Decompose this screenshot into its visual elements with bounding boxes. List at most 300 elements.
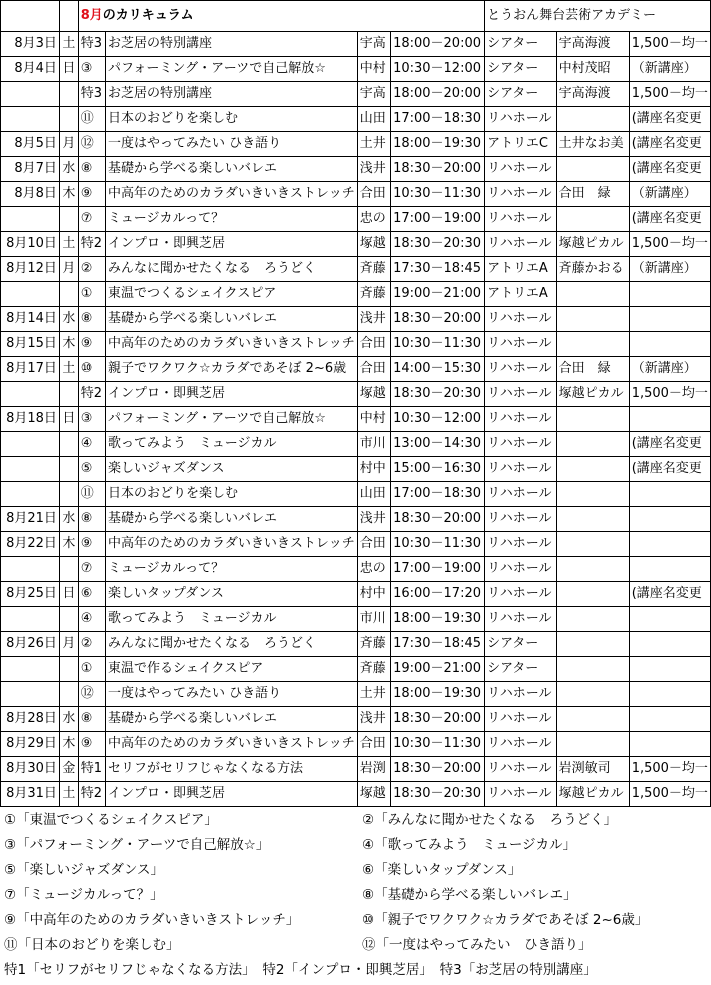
venue-cell: リハホール (485, 782, 557, 807)
venue-cell: リハホール (485, 182, 557, 207)
teacher-cell: 忠の (357, 557, 390, 582)
note-cell (629, 607, 710, 632)
page-title (78, 1, 390, 32)
teacher-cell: 斉藤 (357, 282, 390, 307)
course-number-cell: ⑫ (78, 132, 105, 157)
course-number-cell: ③ (78, 57, 105, 82)
date-cell: 8月17日 (1, 357, 60, 382)
time-cell: 17:00－19:00 (391, 207, 485, 232)
date-cell: 8月28日 (1, 707, 60, 732)
note-cell: 1,500－均一 (629, 782, 710, 807)
weekday-cell: 水 (59, 707, 78, 732)
note-cell (629, 282, 710, 307)
schedule-row (1, 732, 711, 757)
teacher-cell: 村中 (357, 457, 390, 482)
course-name-cell: ミュージカルって？ (106, 557, 358, 582)
note-cell (629, 557, 710, 582)
weekday-cell: 月 (59, 632, 78, 657)
note-cell: 1,500－均一 (629, 232, 710, 257)
legend-item: ⑦「ミュージカルって？」 (4, 887, 164, 903)
venue-cell: アトリエC (485, 132, 557, 157)
note-cell (629, 507, 710, 532)
schedule-row (1, 707, 711, 732)
venue-cell: リハホール (485, 107, 557, 132)
weekday-cell: 木 (59, 732, 78, 757)
course-name-cell: 歌ってみよう ミュージカル (106, 607, 358, 632)
time-cell: 18:30－20:00 (391, 507, 485, 532)
instructor-cell (556, 732, 629, 757)
schedule-row (1, 132, 711, 157)
course-name-cell: 基礎から学べる楽しいバレエ (106, 507, 358, 532)
teacher-cell: 中村 (357, 57, 390, 82)
teacher-cell: 塚越 (357, 232, 390, 257)
note-cell: 1,500－均一 (629, 32, 710, 57)
teacher-cell: 塚越 (357, 782, 390, 807)
date-cell (1, 557, 60, 582)
schedule-row (1, 432, 711, 457)
schedule-row (1, 82, 711, 107)
time-cell: 14:00－15:30 (391, 357, 485, 382)
date-cell: 8月31日 (1, 782, 60, 807)
instructor-cell: 宇高海渡 (556, 82, 629, 107)
instructor-cell (556, 332, 629, 357)
weekday-cell (59, 207, 78, 232)
schedule-row (1, 57, 711, 82)
time-cell: 18:30－20:30 (391, 232, 485, 257)
venue-cell: シアター (485, 32, 557, 57)
instructor-cell (556, 157, 629, 182)
course-name-cell: 東温で作るシェイクスピア (106, 657, 358, 682)
note-cell: (講座名変更 (629, 157, 710, 182)
weekday-cell: 水 (59, 507, 78, 532)
course-name-cell: パフォーミング・アーツで自己解放☆ (106, 407, 358, 432)
teacher-cell: 合田 (357, 532, 390, 557)
venue-cell: リハホール (485, 382, 557, 407)
time-cell: 18:30－20:30 (391, 782, 485, 807)
time-cell: 10:30－11:30 (391, 732, 485, 757)
course-number-cell: ② (78, 257, 105, 282)
note-cell: (講座名変更 (629, 207, 710, 232)
course-number-cell: ⑪ (78, 482, 105, 507)
course-name-cell: 中高年のためのカラダいきいきストレッチ (106, 532, 358, 557)
weekday-cell: 土 (59, 32, 78, 57)
time-cell: 18:30－20:30 (391, 382, 485, 407)
date-cell (1, 207, 60, 232)
date-cell (1, 607, 60, 632)
instructor-cell: 塚越ピカル (556, 232, 629, 257)
course-name-cell: 中高年のためのカラダいきいきストレッチ (106, 332, 358, 357)
course-name-cell: 親子でワクワク☆カラダであそぼ 2~6歳 (106, 357, 358, 382)
time-cell: 10:30－12:00 (391, 407, 485, 432)
course-name-cell: 楽しいタップダンス (106, 582, 358, 607)
schedule-row (1, 632, 711, 657)
instructor-cell (556, 307, 629, 332)
date-cell (1, 682, 60, 707)
note-cell (629, 707, 710, 732)
course-name-cell: 歌ってみよう ミュージカル (106, 432, 358, 457)
instructor-cell (556, 657, 629, 682)
date-cell (1, 82, 60, 107)
note-cell (629, 307, 710, 332)
note-cell: (講座名変更 (629, 107, 710, 132)
note-cell (629, 532, 710, 557)
course-number-cell: ① (78, 657, 105, 682)
note-cell (629, 332, 710, 357)
venue-cell: リハホール (485, 232, 557, 257)
teacher-cell: 浅井 (357, 307, 390, 332)
venue-cell: リハホール (485, 207, 557, 232)
schedule-row (1, 107, 711, 132)
schedule-row (1, 382, 711, 407)
weekday-cell: 木 (59, 532, 78, 557)
date-cell: 8月10日 (1, 232, 60, 257)
venue-cell: シアター (485, 657, 557, 682)
venue-cell: リハホール (485, 357, 557, 382)
teacher-cell: 浅井 (357, 507, 390, 532)
weekday-cell (59, 282, 78, 307)
schedule-row (1, 507, 711, 532)
date-cell: 8月25日 (1, 582, 60, 607)
course-number-cell: 特3 (78, 82, 105, 107)
course-legend (0, 808, 711, 983)
note-cell: 1,500－均一 (629, 82, 710, 107)
instructor-cell (556, 207, 629, 232)
legend-item: ⑨「中高年のためのカラダいきいきストレッチ」 (4, 912, 300, 928)
course-number-cell: ⑦ (78, 557, 105, 582)
course-number-cell: ⑧ (78, 507, 105, 532)
instructor-cell: 合田 緑 (556, 357, 629, 382)
teacher-cell: 塚越 (357, 382, 390, 407)
course-name-cell: パフォーミング・アーツで自己解放☆ (106, 57, 358, 82)
date-cell: 8月3日 (1, 32, 60, 57)
organization-name: とうおん舞台芸術アカデミー (485, 1, 711, 32)
course-number-cell: ⑨ (78, 332, 105, 357)
course-number-cell: ① (78, 282, 105, 307)
instructor-cell: 塚越ピカル (556, 782, 629, 807)
legend-item: ⑫「一度はやってみたい ひき語り」 (362, 937, 592, 953)
venue-cell: シアター (485, 57, 557, 82)
weekday-cell: 土 (59, 232, 78, 257)
note-cell: (講座名変更 (629, 432, 710, 457)
teacher-cell: 宇高 (357, 32, 390, 57)
weekday-cell: 金 (59, 757, 78, 782)
teacher-cell: 合田 (357, 732, 390, 757)
time-cell: 17:00－18:30 (391, 482, 485, 507)
schedule-row (1, 407, 711, 432)
note-cell: 1,500－均一 (629, 382, 710, 407)
schedule-row (1, 607, 711, 632)
schedule-row (1, 357, 711, 382)
weekday-cell: 土 (59, 782, 78, 807)
teacher-cell: 岩渕 (357, 757, 390, 782)
teacher-cell: 土井 (357, 682, 390, 707)
weekday-cell (59, 657, 78, 682)
legend-item: ②「みんなに聞かせたくなる ろうどく」 (362, 812, 618, 828)
date-cell (1, 107, 60, 132)
time-cell: 17:00－19:00 (391, 557, 485, 582)
teacher-cell: 斉藤 (357, 632, 390, 657)
weekday-cell (59, 682, 78, 707)
teacher-cell: 合田 (357, 182, 390, 207)
venue-cell: リハホール (485, 407, 557, 432)
legend-item: ⑧「基礎から学べる楽しいバレエ」 (362, 887, 577, 903)
schedule-row (1, 657, 711, 682)
note-cell: (講座名変更 (629, 132, 710, 157)
venue-cell: リハホール (485, 482, 557, 507)
instructor-cell (556, 532, 629, 557)
legend-item: ③「パフォーミング・アーツで自己解放☆」 (4, 837, 270, 853)
date-cell: 8月4日 (1, 57, 60, 82)
venue-cell: リハホール (485, 432, 557, 457)
title-row (1, 1, 711, 32)
schedule-row (1, 482, 711, 507)
teacher-cell: 忠の (357, 207, 390, 232)
date-cell: 8月21日 (1, 507, 60, 532)
schedule-row (1, 532, 711, 557)
time-cell: 18:00－19:30 (391, 132, 485, 157)
schedule-row (1, 282, 711, 307)
legend-item: ④「歌ってみよう ミュージカル」 (362, 837, 577, 853)
weekday-cell (59, 557, 78, 582)
teacher-cell: 浅井 (357, 707, 390, 732)
venue-cell: アトリエA (485, 282, 557, 307)
schedule-row (1, 757, 711, 782)
instructor-cell (556, 632, 629, 657)
schedule-row (1, 682, 711, 707)
course-name-cell: セリフがセリフじゃなくなる方法 (106, 757, 358, 782)
course-name-cell: 日本のおどりを楽しむ (106, 482, 358, 507)
venue-cell: リハホール (485, 157, 557, 182)
venue-cell: シアター (485, 632, 557, 657)
instructor-cell: 岩渕敏司 (556, 757, 629, 782)
instructor-cell: 斉藤かおる (556, 257, 629, 282)
time-cell: 18:00－20:00 (391, 32, 485, 57)
course-name-cell: ミュージカルって？ (106, 207, 358, 232)
legend-item: ⑩「親子でワクワク☆カラダであそぼ 2~6歳」 (362, 912, 649, 928)
schedule-row (1, 782, 711, 807)
venue-cell: リハホール (485, 757, 557, 782)
date-cell: 8月7日 (1, 157, 60, 182)
course-name-cell: インプロ・即興芝居 (106, 382, 358, 407)
schedule-row (1, 307, 711, 332)
schedule-row (1, 332, 711, 357)
date-cell (1, 382, 60, 407)
note-cell: （新講座） (629, 357, 710, 382)
course-number-cell: ⑨ (78, 182, 105, 207)
instructor-cell (556, 682, 629, 707)
weekday-cell: 水 (59, 307, 78, 332)
weekday-cell: 日 (59, 407, 78, 432)
course-name-cell: お芝居の特別講座 (106, 32, 358, 57)
teacher-cell: 土井 (357, 132, 390, 157)
date-cell: 8月26日 (1, 632, 60, 657)
blank-cell (391, 1, 485, 32)
teacher-cell: 斉藤 (357, 257, 390, 282)
date-cell: 8月15日 (1, 332, 60, 357)
weekday-cell (59, 432, 78, 457)
weekday-cell: 月 (59, 132, 78, 157)
venue-cell: リハホール (485, 457, 557, 482)
venue-cell: リハホール (485, 707, 557, 732)
note-cell (629, 732, 710, 757)
instructor-cell (556, 407, 629, 432)
course-number-cell: ⑥ (78, 582, 105, 607)
time-cell: 16:00－17:20 (391, 582, 485, 607)
weekday-cell: 土 (59, 357, 78, 382)
date-cell: 8月5日 (1, 132, 60, 157)
course-number-cell: ⑨ (78, 532, 105, 557)
course-name-cell: お芝居の特別講座 (106, 82, 358, 107)
weekday-cell: 日 (59, 57, 78, 82)
venue-cell: シアター (485, 82, 557, 107)
course-number-cell: ⑩ (78, 357, 105, 382)
legend-item: ①「東温でつくるシェイクスピア」 (4, 812, 218, 828)
schedule-row (1, 457, 711, 482)
course-number-cell: ⑧ (78, 307, 105, 332)
special-legend: 特1「セリフがセリフじゃなくなる方法」 特2「インプロ・即興芝居」 特3「お芝居の特別講座」 (4, 962, 597, 978)
venue-cell: リハホール (485, 507, 557, 532)
teacher-cell: 山田 (357, 107, 390, 132)
teacher-cell: 市川 (357, 607, 390, 632)
course-number-cell: ⑫ (78, 682, 105, 707)
course-name-cell: インプロ・即興芝居 (106, 232, 358, 257)
instructor-cell: 塚越ピカル (556, 382, 629, 407)
note-cell: (講座名変更 (629, 582, 710, 607)
teacher-cell: 中村 (357, 407, 390, 432)
date-cell (1, 432, 60, 457)
teacher-cell: 市川 (357, 432, 390, 457)
instructor-cell (556, 107, 629, 132)
instructor-cell (556, 582, 629, 607)
time-cell: 18:00－19:30 (391, 607, 485, 632)
course-name-cell: 基礎から学べる楽しいバレエ (106, 157, 358, 182)
title-text: のカリキュラム (102, 8, 194, 23)
course-number-cell: ⑪ (78, 107, 105, 132)
time-cell: 10:30－11:30 (391, 182, 485, 207)
date-cell (1, 282, 60, 307)
venue-cell: リハホール (485, 532, 557, 557)
note-cell: (講座名変更 (629, 457, 710, 482)
teacher-cell: 山田 (357, 482, 390, 507)
instructor-cell (556, 507, 629, 532)
date-cell: 8月30日 (1, 757, 60, 782)
instructor-cell: 中村茂昭 (556, 57, 629, 82)
instructor-cell (556, 607, 629, 632)
date-cell (1, 657, 60, 682)
venue-cell: リハホール (485, 332, 557, 357)
course-number-cell: ⑤ (78, 457, 105, 482)
instructor-cell (556, 282, 629, 307)
schedule-row (1, 207, 711, 232)
time-cell: 17:30－18:45 (391, 257, 485, 282)
venue-cell: リハホール (485, 732, 557, 757)
course-name-cell: 中高年のためのカラダいきいきストレッチ (106, 732, 358, 757)
note-cell (629, 632, 710, 657)
instructor-cell (556, 432, 629, 457)
title-month: 8月 (80, 8, 103, 23)
time-cell: 10:30－11:30 (391, 332, 485, 357)
course-name-cell: 東温でつくるシェイクスピア (106, 282, 358, 307)
time-cell: 18:30－20:00 (391, 707, 485, 732)
time-cell: 10:30－11:30 (391, 532, 485, 557)
instructor-cell (556, 482, 629, 507)
venue-cell: アトリエA (485, 257, 557, 282)
instructor-cell: 合田 緑 (556, 182, 629, 207)
time-cell: 18:00－19:30 (391, 682, 485, 707)
weekday-cell (59, 607, 78, 632)
course-number-cell: 特2 (78, 382, 105, 407)
date-cell (1, 457, 60, 482)
course-name-cell: 基礎から学べる楽しいバレエ (106, 307, 358, 332)
time-cell: 19:00－21:00 (391, 282, 485, 307)
time-cell: 13:00－14:30 (391, 432, 485, 457)
venue-cell: リハホール (485, 607, 557, 632)
venue-cell: リハホール (485, 582, 557, 607)
course-number-cell: ③ (78, 407, 105, 432)
course-name-cell: インプロ・即興芝居 (106, 782, 358, 807)
date-cell: 8月29日 (1, 732, 60, 757)
teacher-cell: 村中 (357, 582, 390, 607)
blank-cell (59, 1, 78, 32)
teacher-cell: 浅井 (357, 157, 390, 182)
instructor-cell (556, 557, 629, 582)
weekday-cell: 水 (59, 157, 78, 182)
note-cell: （新講座） (629, 182, 710, 207)
course-number-cell: ④ (78, 607, 105, 632)
weekday-cell: 木 (59, 332, 78, 357)
venue-cell: リハホール (485, 557, 557, 582)
course-number-cell: ⑦ (78, 207, 105, 232)
blank-cell (1, 1, 60, 32)
date-cell: 8月8日 (1, 182, 60, 207)
venue-cell: リハホール (485, 307, 557, 332)
course-number-cell: ⑨ (78, 732, 105, 757)
teacher-cell: 合田 (357, 332, 390, 357)
weekday-cell (59, 482, 78, 507)
course-number-cell: ② (78, 632, 105, 657)
course-number-cell: 特1 (78, 757, 105, 782)
weekday-cell (59, 457, 78, 482)
course-name-cell: 楽しいジャズダンス (106, 457, 358, 482)
teacher-cell: 合田 (357, 357, 390, 382)
schedule-row (1, 582, 711, 607)
time-cell: 18:30－20:00 (391, 157, 485, 182)
course-name-cell: 一度はやってみたい ひき語り (106, 132, 358, 157)
course-name-cell: 基礎から学べる楽しいバレエ (106, 707, 358, 732)
note-cell: 1,500－均一 (629, 757, 710, 782)
weekday-cell (59, 382, 78, 407)
venue-cell: リハホール (485, 682, 557, 707)
schedule-row (1, 557, 711, 582)
teacher-cell: 斉藤 (357, 657, 390, 682)
teacher-cell: 宇高 (357, 82, 390, 107)
legend-item: ⑥「楽しいタップダンス」 (362, 862, 522, 878)
course-name-cell: 中高年のためのカラダいきいきストレッチ (106, 182, 358, 207)
schedule-row (1, 32, 711, 57)
time-cell: 19:00－21:00 (391, 657, 485, 682)
date-cell: 8月12日 (1, 257, 60, 282)
note-cell (629, 407, 710, 432)
course-name-cell: みんなに聞かせたくなる ろうどく (106, 632, 358, 657)
time-cell: 18:30－20:00 (391, 757, 485, 782)
legend-item: ⑤「楽しいジャズダンス」 (4, 862, 165, 878)
instructor-cell: 土井なお美 (556, 132, 629, 157)
instructor-cell (556, 457, 629, 482)
time-cell: 18:00－20:00 (391, 82, 485, 107)
weekday-cell (59, 107, 78, 132)
note-cell: （新講座） (629, 257, 710, 282)
course-name-cell: みんなに聞かせたくなる ろうどく (106, 257, 358, 282)
